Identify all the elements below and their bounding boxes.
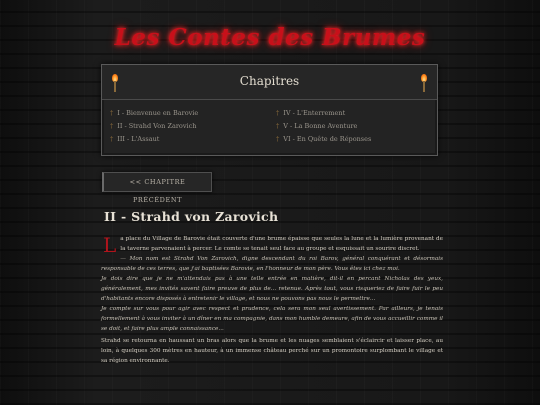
bullet-icon: † [276,109,280,117]
chapters-header [102,65,437,100]
paragraph: — Mon nom est Strahd Von Zarovich, digne descendant du roi Barov, général conquérant et désormais responsable de ces terres, que j'ai baptisées Barovie, en l'honneur de mon père. Vous êtes ici chez moi. [101,256,443,272]
chapters-panel [101,64,438,156]
chapter-link-6[interactable]: † VI - En Quête de Réponses [276,135,372,143]
bullet-icon: † [110,135,114,143]
bullet-icon: † [110,122,114,130]
previous-chapter-button[interactable]: << CHAPITRE PRÉCÉDENT [102,172,212,192]
paragraph: Je compte sur vous pour agir avec respect et prudence, cela sera mon seul avertissement. Par ailleurs, je tenais formellement à vous inviter à un dîner en ma compagnie, dans mon humble demeure, afin de vous accueillir comme il se doit, et faire plus ample connaissance... [101,306,443,332]
chapters-title: Chapitres [239,74,300,88]
bullet-icon: † [276,135,280,143]
paragraph: Strahd se retourna en haussant un bras alors que la brume et les nuages semblaient s'éclaircir et laisser place, au loin, à quelques 300 mètres en hauteur, à un immense château perché sur un promontoire surplombant le village et sa région environnante. [101,338,443,364]
drop-cap: L [103,233,117,257]
paragraph: Je dois dire que je ne m'attendais pas à une telle entrée en matière, dit-il en percant Nicholas des yeux, généralement, mes invités savent faire preuve de plus de... retenue. Après tout, vous risqueriez de faire fuir le peu d'habitants encore disposés à entretenir le village, et nous ne pouvons pas nous le permettre... [101,276,443,302]
bullet-icon: † [110,109,114,117]
chapter-list-left [110,107,270,146]
chapter-link-3[interactable]: † III - L'Assaut [110,135,160,143]
chapter-heading: II - Strahd von Zarovich [104,209,279,224]
chapter-text [101,234,443,366]
chapter-link-4[interactable]: † IV - L'Enterrement [276,109,346,117]
chapter-link-2[interactable]: † II - Strahd Von Zarovich [110,122,197,130]
chapter-link-1[interactable]: † I - Bienvenue en Barovie [110,109,199,117]
bullet-icon: † [276,122,280,130]
site-title[interactable]: Les Contes des Brumes [114,24,426,51]
chapter-list-right [276,107,436,146]
chapter-link-5[interactable]: † V - La Bonne Aventure [276,122,358,130]
paragraph: La place du Village de Barovie était couverte d'une brume épaisse que seules la lune et la lumière provenant de la taverne parvenaient à percer. Le comte se tenait seul face au groupe et esquissait un sourire discret. [103,233,443,257]
torch-icon [419,74,429,92]
